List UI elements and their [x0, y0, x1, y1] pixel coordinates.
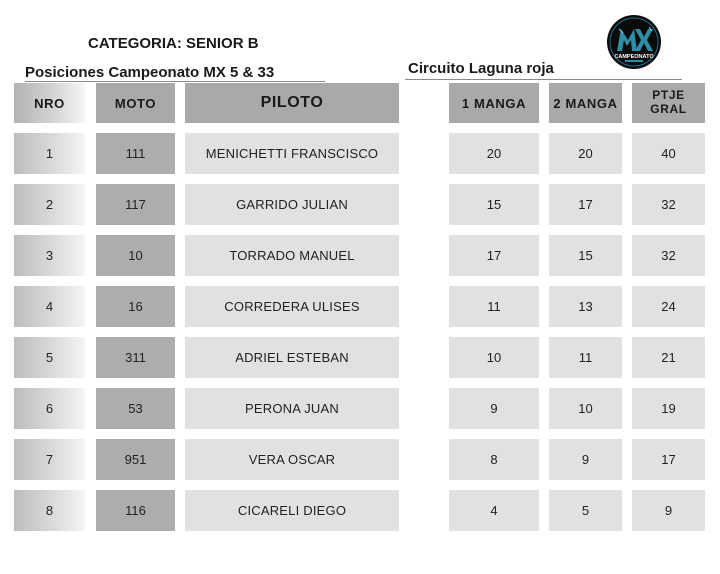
- cell-ptje: [632, 490, 705, 531]
- cell-value: 15: [486, 197, 502, 212]
- cell-moto: [96, 235, 175, 276]
- cell-moto: [96, 490, 175, 531]
- cell-ptje: [632, 286, 705, 327]
- cell-value: 10: [128, 248, 143, 263]
- cell-value: 951: [124, 452, 147, 467]
- cell-moto: [96, 133, 175, 174]
- cell-value: 13: [578, 299, 593, 314]
- cell-ptje: [632, 133, 705, 174]
- cell-manga2: [549, 439, 622, 480]
- cell-nro: [14, 388, 85, 429]
- cell-value: 3: [45, 248, 54, 263]
- cell-value: 9: [490, 401, 498, 416]
- cell-value: 16: [128, 299, 143, 314]
- cell-manga1: [449, 439, 539, 480]
- cell-value: 116: [125, 503, 146, 518]
- positions-title: Posiciones Campeonato MX 5 & 33: [25, 64, 275, 81]
- cell-manga1: [449, 388, 539, 429]
- cell-manga1: [449, 490, 539, 531]
- cell-ptje: [632, 235, 705, 276]
- cell-value: 21: [661, 350, 676, 365]
- cell-nro: [14, 133, 85, 174]
- cell-value: GARRIDO JULIAN: [236, 197, 348, 212]
- cell-nro: [14, 235, 85, 276]
- cell-value: 5: [581, 503, 590, 518]
- cell-nro: [14, 490, 85, 531]
- column-header-label: PILOTO: [260, 94, 324, 111]
- cell-value: CICARELI DIEGO: [237, 503, 347, 518]
- cell-value: 10: [578, 401, 593, 416]
- cell-manga1: [449, 235, 539, 276]
- cell-value: 117: [125, 197, 146, 212]
- cell-manga2: [549, 388, 622, 429]
- cell-value: MENICHETTI FRANSCISCO: [205, 146, 379, 161]
- column-header-manga1: [449, 83, 539, 123]
- column-header-nro: [14, 83, 85, 123]
- cell-value: 311: [125, 350, 146, 365]
- cell-piloto: [185, 337, 399, 378]
- cell-piloto: [185, 490, 399, 531]
- cell-value: 53: [128, 401, 143, 416]
- cell-manga2: [549, 286, 622, 327]
- cell-manga2: [549, 337, 622, 378]
- cell-piloto: [185, 235, 399, 276]
- cell-value: 11: [578, 350, 593, 365]
- cell-value: PERONA JUAN: [245, 401, 339, 416]
- cell-value: 15: [578, 248, 593, 263]
- cell-value: 24: [661, 299, 676, 314]
- cell-value: 10: [486, 350, 502, 365]
- cell-nro: [14, 286, 85, 327]
- cell-manga2: [549, 184, 622, 225]
- cell-value: TORRADO MANUEL: [229, 248, 355, 263]
- circuit-title: Circuito Laguna roja: [408, 60, 554, 77]
- cell-value: 9: [664, 503, 673, 518]
- cell-piloto: [185, 286, 399, 327]
- cell-value: 11: [487, 299, 501, 314]
- cell-value: CORREDERA ULISES: [224, 299, 360, 314]
- cell-moto: [96, 337, 175, 378]
- cell-value: 6: [45, 401, 54, 416]
- cell-value: 40: [661, 146, 676, 161]
- cell-value: 17: [486, 248, 502, 263]
- column-header-piloto: [185, 83, 399, 123]
- cell-manga1: [449, 286, 539, 327]
- column-header-label: NRO: [34, 95, 65, 111]
- cell-piloto: [185, 133, 399, 174]
- cell-ptje: [632, 439, 705, 480]
- cell-nro: [14, 184, 85, 225]
- cell-ptje: [632, 388, 705, 429]
- cell-value: ADRIEL ESTEBAN: [235, 350, 349, 365]
- column-header-label: MOTO: [114, 95, 157, 111]
- cell-value: 32: [661, 248, 676, 263]
- cell-value: 4: [490, 503, 498, 518]
- column-header-ptje: [632, 83, 705, 123]
- cell-value: 111: [125, 146, 146, 161]
- cell-manga2: [549, 490, 622, 531]
- header-divider-left: [25, 81, 325, 82]
- cell-value: VERA OSCAR: [248, 452, 336, 467]
- cell-value: 20: [578, 146, 593, 161]
- column-header-manga2: [549, 83, 622, 123]
- cell-value: 20: [486, 146, 502, 161]
- cell-moto: [96, 286, 175, 327]
- cell-manga1: [449, 337, 539, 378]
- cell-value: 32: [661, 197, 676, 212]
- column-header-moto: [96, 83, 175, 123]
- mx-championship-logo-icon: [607, 15, 661, 69]
- cell-ptje: [632, 337, 705, 378]
- cell-moto: [96, 439, 175, 480]
- cell-moto: [96, 184, 175, 225]
- category-title: CATEGORIA: SENIOR B: [88, 35, 259, 52]
- column-header-ptje-line2: GRAL: [650, 102, 687, 116]
- column-header-label: 1 MANGA: [461, 95, 527, 111]
- logo-text-sub: CAMPEONATO: [614, 54, 654, 60]
- cell-nro: [14, 439, 85, 480]
- cell-value: 19: [661, 401, 676, 416]
- cell-value: 2: [45, 197, 54, 212]
- cell-manga2: [549, 133, 622, 174]
- header-divider-right: [405, 79, 682, 80]
- cell-piloto: [185, 439, 399, 480]
- cell-value: 9: [581, 452, 590, 467]
- cell-value: 7: [45, 452, 54, 467]
- cell-ptje: [632, 184, 705, 225]
- cell-value: 17: [578, 197, 593, 212]
- column-header-ptje-line1: PTJE: [652, 88, 685, 103]
- cell-moto: [96, 388, 175, 429]
- cell-piloto: [185, 184, 399, 225]
- cell-value: 1: [45, 146, 54, 161]
- cell-value: 8: [45, 503, 54, 518]
- cell-manga2: [549, 235, 622, 276]
- cell-manga1: [449, 184, 539, 225]
- cell-value: 17: [661, 452, 676, 467]
- cell-value: 4: [45, 299, 54, 314]
- cell-piloto: [185, 388, 399, 429]
- column-header-label: 2 MANGA: [553, 95, 618, 111]
- cell-value: 5: [45, 350, 54, 365]
- cell-manga1: [449, 133, 539, 174]
- cell-nro: [14, 337, 85, 378]
- cell-value: 8: [490, 452, 498, 467]
